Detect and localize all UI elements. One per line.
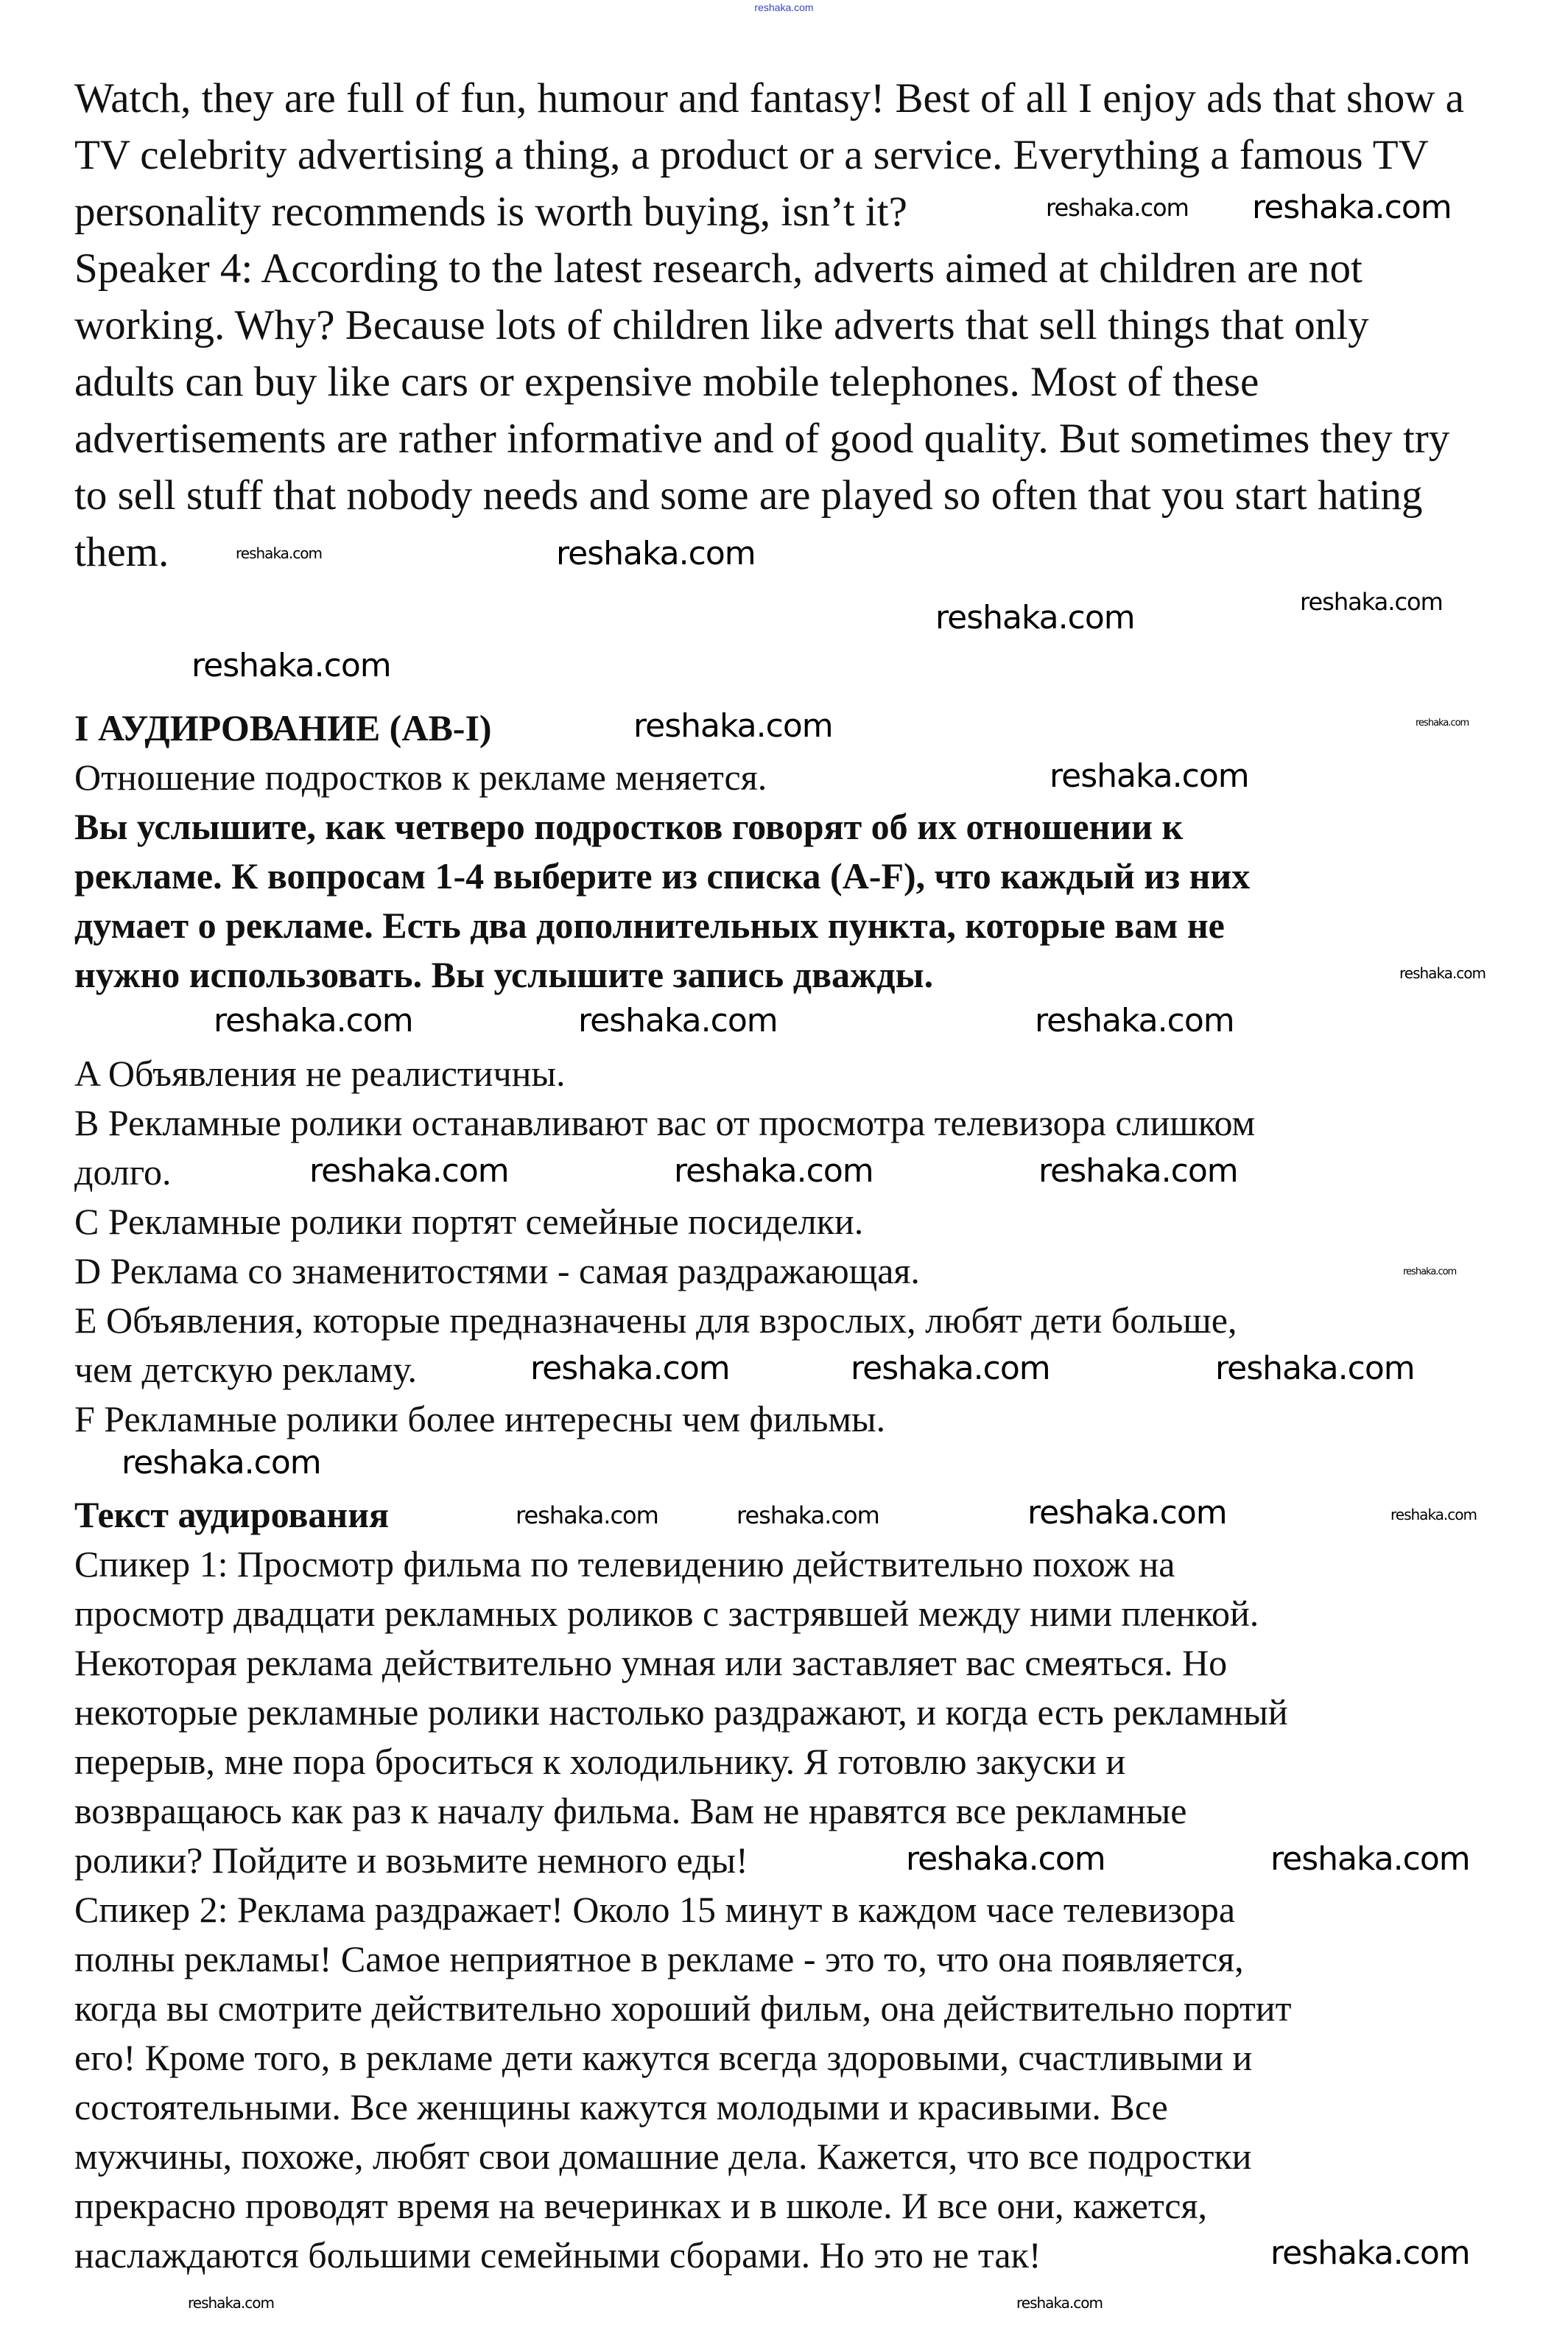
watermark: reshaka.com	[516, 1501, 658, 1529]
instructions	[74, 802, 1250, 1000]
watermark: reshaka.com	[736, 1501, 879, 1529]
option-line: C Рекламные ролики портят семейные посиделки.	[74, 1201, 864, 1242]
watermark: reshaka.com	[1270, 2234, 1470, 2272]
text-line: adults can buy like cars or expensive mobile telephones. Most of these	[74, 359, 1259, 405]
text-line: Watch, they are full of fun, humour and fantasy! Best of all I enjoy ads that show a	[74, 75, 1464, 122]
instruction-line: думает о рекламе. Есть два дополнительных пункта, которые вам не	[74, 905, 1225, 946]
text-line: TV celebrity advertising a thing, a product or a service. Everything a famous TV	[74, 132, 1429, 178]
watermark: reshaka.com	[935, 599, 1135, 636]
intro-line: Отношение подростков к рекламе меняется.	[74, 757, 767, 798]
transcript-line: когда вы смотрите действительно хороший фильм, она действительно портит	[74, 1988, 1292, 2029]
watermark: reshaka.com	[236, 544, 322, 562]
watermark: reshaka.com	[1399, 964, 1486, 982]
watermark: reshaka.com	[1050, 757, 1249, 795]
option-line: B Рекламные ролики останавливают вас от просмотра телевизора слишком	[74, 1102, 1256, 1143]
option-line: D Реклама со знаменитостями - самая раздражающая.	[74, 1250, 920, 1291]
watermark: reshaka.com	[906, 1840, 1105, 1878]
watermark: reshaka.com	[191, 647, 391, 684]
text-line: working. Why? Because lots of children like adverts that sell things that only	[74, 302, 1369, 348]
transcript-line: Спикер 2: Реклама раздражает! Около 15 минут в каждом часе телевизора	[74, 1889, 1236, 1930]
transcript-line: Некоторая реклама действительно умная или заставляет вас смеяться. Но	[74, 1642, 1228, 1683]
watermark: reshaka.com	[188, 2294, 274, 2312]
instruction-line: рекламе. К вопросам 1-4 выберите из списка (A-F), что каждый из них	[74, 855, 1251, 897]
watermark: reshaka.com	[633, 707, 833, 745]
watermark: reshaka.com	[1046, 194, 1189, 222]
text-line: Speaker 4: According to the latest research, adverts aimed at children are not	[74, 245, 1363, 292]
watermark: reshaka.com	[1403, 1266, 1457, 1277]
watermark: reshaka.com	[1038, 1152, 1238, 1190]
site-link[interactable]: reshaka.com	[754, 1, 814, 13]
option-line: долго.	[74, 1151, 172, 1193]
text-line: to sell stuff that nobody needs and some are played so often that you start hating	[74, 472, 1423, 519]
watermark: reshaka.com	[851, 1350, 1050, 1387]
watermark: reshaka.com	[309, 1152, 509, 1190]
watermark: reshaka.com	[1391, 1506, 1477, 1523]
instruction-line: Вы услышите, как четверо подростков говорят об их отношении к	[74, 806, 1184, 847]
text-line: them.	[74, 529, 169, 575]
section-title: I АУДИРОВАНИЕ (AB-I)	[74, 707, 492, 748]
section-intro	[74, 753, 767, 802]
transcript-line: прекрасно проводят время на вечеринках и в школе. И все они, кажется,	[74, 2185, 1207, 2226]
watermark: reshaka.com	[530, 1350, 730, 1387]
option-line: чем детскую рекламу.	[74, 1349, 417, 1390]
english-transcript	[74, 70, 1464, 581]
transcript-line: его! Кроме того, в рекламе дети кажутся всегда здоровыми, счастливыми и	[74, 2037, 1253, 2078]
transcript-line: Спикер 1: Просмотр фильма по телевидению действительно похож на	[74, 1543, 1175, 1585]
text-line: personality recommends is worth buying, isn’t it?	[74, 189, 907, 235]
transcript-line: наслаждаются большими семейными сборами. Но это не так!	[74, 2234, 1041, 2276]
transcript-line: просмотр двадцати рекламных роликов с застрявшей между ними пленкой.	[74, 1593, 1259, 1634]
option-line: E Объявления, которые предназначены для взрослых, любят дети больше,	[74, 1299, 1237, 1341]
instruction-line: нужно использовать. Вы услышите запись дважды.	[74, 954, 934, 995]
transcript-line: полны рекламы! Самое неприятное в рекламе - это то, что она появляется,	[74, 1938, 1244, 1979]
transcript-line: мужчины, похоже, любят свои домашние дела. Кажется, что все подростки	[74, 2136, 1252, 2177]
watermark: reshaka.com	[122, 1444, 321, 1481]
watermark: reshaka.com	[556, 535, 756, 572]
text-line: advertisements are rather informative and of good quality. But sometimes they try	[74, 415, 1450, 462]
transcript-line: перерыв, мне пора броситься к холодильнику. Я готовлю закуски и	[74, 1741, 1126, 1782]
watermark: reshaka.com	[1027, 1494, 1227, 1532]
option-line: A Объявления не реалистичны.	[74, 1053, 566, 1094]
watermark: reshaka.com	[214, 1002, 413, 1039]
transcript-line: некоторые рекламные ролики настолько раздражают, и когда есть рекламный	[74, 1691, 1288, 1733]
watermark: reshaka.com	[1270, 1840, 1470, 1878]
watermark: reshaka.com	[1035, 1002, 1234, 1039]
watermark: reshaka.com	[1215, 1350, 1415, 1387]
watermark: reshaka.com	[1416, 718, 1469, 729]
transcript-line: возвращаюсь как раз к началу фильма. Вам не нравятся все рекламные	[74, 1790, 1187, 1831]
option-line: F Рекламные ролики более интересны чем фильмы.	[74, 1398, 886, 1439]
watermark: reshaka.com	[1016, 2294, 1103, 2312]
watermark: reshaka.com	[1252, 189, 1452, 226]
russian-transcript	[74, 1540, 1291, 2280]
watermark: reshaka.com	[1300, 588, 1443, 616]
watermark: reshaka.com	[674, 1152, 873, 1190]
transcript-title: Текст аудирования	[74, 1494, 390, 1535]
transcript-line: ролики? Пойдите и возьмите немного еды!	[74, 1839, 748, 1881]
watermark: reshaka.com	[578, 1002, 778, 1039]
transcript-line: состоятельными. Все женщины кажутся молодыми и красивыми. Все	[74, 2086, 1168, 2128]
